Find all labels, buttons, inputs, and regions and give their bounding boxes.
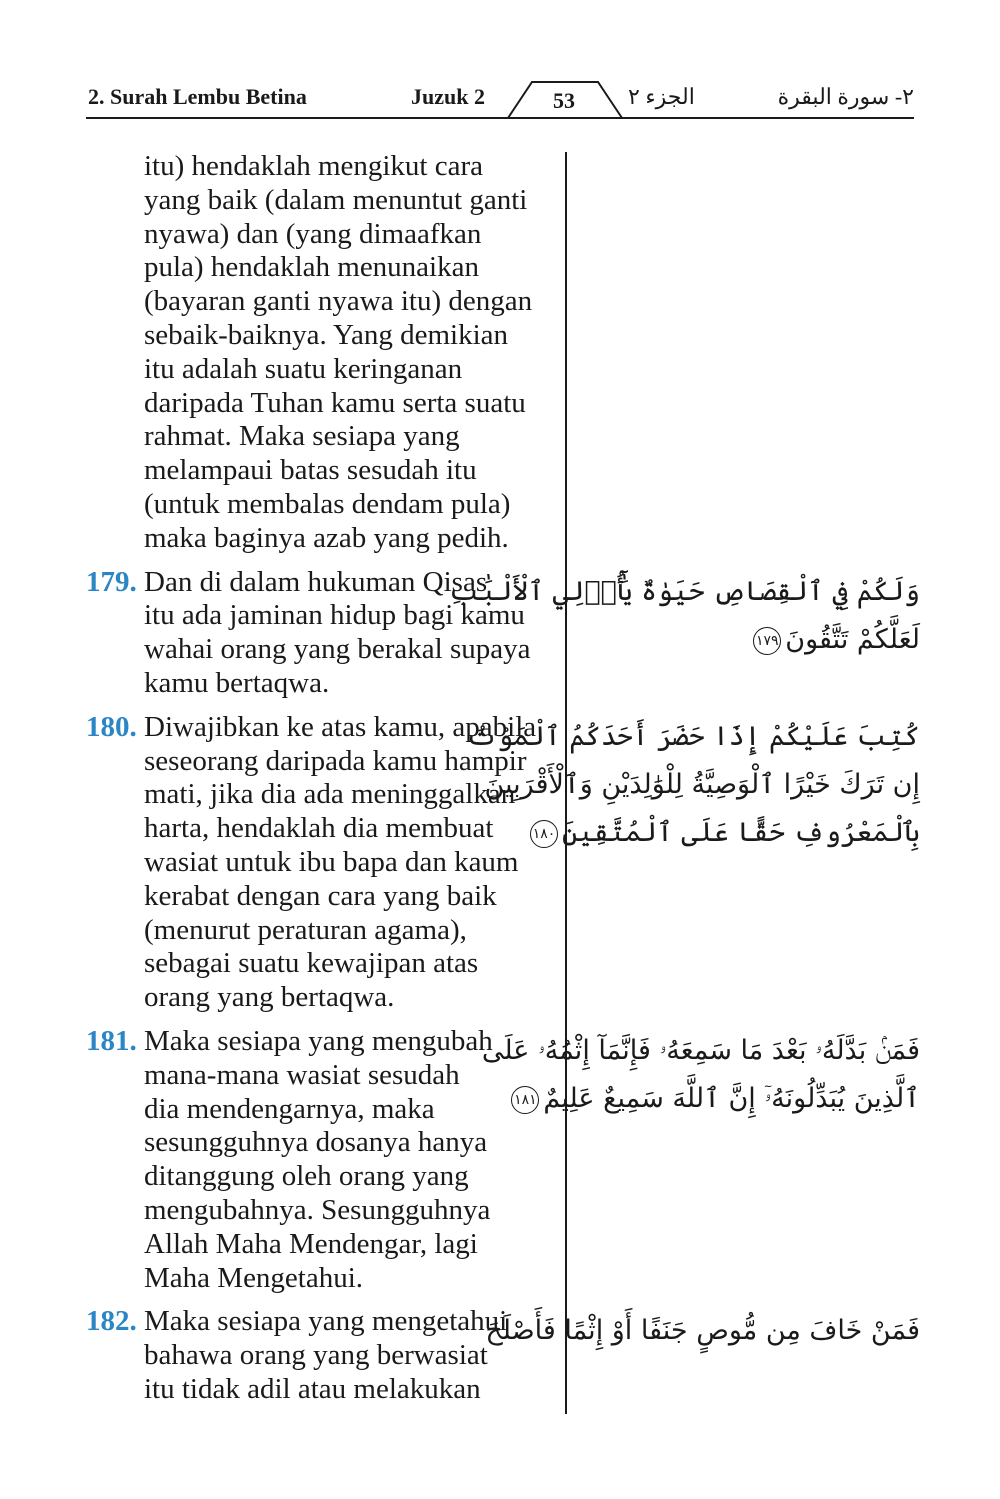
translation-text: sebaik-baiknya. Yang demikian (144, 318, 509, 351)
text-line (86, 150, 556, 184)
translation-text: pula) hendaklah menunaikan (144, 251, 479, 284)
header-rule (0, 0, 1000, 130)
arabic-line: فَمَنْ خَافَ مِن مُّوصٍ جَنَفًا أَوْ إِثْمًا فَأَصْلَحَ (485, 1315, 920, 1346)
translation-text: Dan di dalam hukuman Qisas (144, 565, 488, 598)
translation-text: Maka sesiapa yang mengetahui (144, 1305, 508, 1338)
text-line (86, 981, 556, 1015)
text-line (86, 1262, 556, 1296)
text-line (86, 488, 556, 522)
verse-number: 182. (86, 1305, 137, 1338)
header-surah-title: 2. Surah Lembu Betina (88, 84, 307, 109)
header-arabic-surah: ٢- سورة البقرة (777, 84, 914, 109)
text-line (86, 218, 556, 252)
translation-text: sesungguhnya dosanya hanya (144, 1126, 488, 1159)
arabic-line: إِن تَرَكَ خَيْرًا ٱلْوَصِيَّةُ لِلْوَٰلِدَيْنِ وَٱلْأَقْرَبِينَ (484, 769, 920, 800)
translation-text: yang baik (dalam menuntut ganti (144, 183, 528, 216)
text-line (86, 1194, 556, 1228)
text-line (86, 1160, 556, 1194)
ayah-end-marker-icon: ١٨٠ (530, 820, 558, 848)
translation-text: (bayaran ganti nyawa itu) dengan (144, 285, 533, 318)
text-line (86, 522, 556, 556)
text-line (86, 319, 556, 353)
arabic-line: لَعَلَّكُمْ تَتَّقُونَ١٧٩ (585, 616, 920, 664)
translation-text: sebagai suatu kewajipan atas (144, 947, 479, 980)
page-header (0, 0, 1000, 130)
translation-text: daripada Tuhan kamu serta suatu (144, 386, 526, 419)
text-line (86, 1093, 556, 1127)
arabic-line: كُتِبَ عَلَيْكُمْ إِذَا حَضَرَ أَحَدَكُمُ ٱلْمَوْتُ (465, 721, 920, 752)
text-line (86, 633, 556, 667)
arabic-verse-180 (465, 713, 920, 857)
text-line (86, 914, 556, 948)
text-line (86, 454, 556, 488)
text-line (86, 387, 556, 421)
translation-text: wasiat untuk ibu bapa dan kaum (144, 845, 519, 878)
translation-text: melampaui batas sesudah itu (144, 454, 477, 487)
translation-text: Maka sesiapa yang mengubah (144, 1024, 493, 1057)
arabic-line: بِٱلْمَعْرُوفِ حَقًّا عَلَى ٱلْمُتَّقِينَ١٨٠ (585, 809, 920, 857)
arabic-line: وَلَكُمْ فِي ٱلْقِصَاصِ حَيَوٰةٌ يَٰٓأُو۟لِي ٱلْأَلْبَٰبِ (449, 576, 920, 607)
verse-number: 180. (86, 710, 137, 743)
text-line (86, 420, 556, 454)
translation-text: itu tidak adil atau melakukan (144, 1372, 481, 1405)
translation-text: seseorang daripada kamu hampir (144, 744, 527, 777)
verse-number: 181. (86, 1024, 137, 1057)
translation-text: bahawa orang yang berwasiat (144, 1339, 488, 1372)
text-line (86, 846, 556, 880)
text-line (86, 667, 556, 701)
translation-text: harta, hendaklah dia membuat (144, 812, 494, 845)
translation-text: itu ada jaminan hidup bagi kamu (144, 599, 525, 632)
arabic-verse-179 (449, 568, 920, 664)
page-number: 53 (553, 88, 575, 113)
translation-text: itu adalah suatu keringanan (144, 352, 463, 385)
translation-text: Allah Maha Mendengar, lagi (144, 1227, 478, 1260)
arabic-line: فَمَنۢ بَدَّلَهُۥ بَعْدَ مَا سَمِعَهُۥ فَإِنَّمَآ إِثْمُهُۥ عَلَى (481, 1035, 920, 1066)
arabic-verse-181 (481, 1027, 920, 1123)
translation-text: kamu bertaqwa. (144, 666, 330, 699)
text-line (86, 812, 556, 846)
text-line (86, 947, 556, 981)
text-line (86, 251, 556, 285)
translation-text: kerabat dengan cara yang baik (144, 879, 497, 912)
translation-text: (menurut peraturan agama), (144, 913, 467, 946)
header-juzuk: Juzuk 2 (411, 84, 485, 109)
translation-text: mana-mana wasiat sesudah (144, 1058, 460, 1091)
continuation-paragraph (86, 150, 556, 556)
ayah-end-marker-icon: ١٨١ (511, 1086, 539, 1114)
text-line (86, 353, 556, 387)
translation-text: itu) hendaklah mengikut cara (144, 150, 484, 182)
translation-text: mati, jika dia ada meninggalkan (144, 778, 516, 811)
translation-text: mengubahnya. Sesungguhnya (144, 1193, 491, 1226)
arabic-line: ٱلَّذِينَ يُبَدِّلُونَهُۥٓ إِنَّ ٱللَّهَ سَمِيعٌ عَلِيمٌ١٨١ (585, 1075, 920, 1123)
text-line (86, 880, 556, 914)
translation-text: dia mendengarnya, maka (144, 1092, 435, 1125)
text-line (86, 184, 556, 218)
text-line (86, 285, 556, 319)
ayah-end-marker-icon: ١٧٩ (753, 627, 781, 655)
text-line (86, 1228, 556, 1262)
verse-number: 179. (86, 565, 137, 598)
arabic-verse-182 (485, 1307, 920, 1355)
translation-text: Maha Mengetahui. (144, 1261, 364, 1294)
text-line (86, 1373, 556, 1407)
translation-text: wahai orang yang berakal supaya (144, 633, 531, 666)
translation-text: rahmat. Maka sesiapa yang (144, 420, 460, 453)
translation-text: Diwajibkan ke atas kamu, apabila (144, 710, 537, 743)
translation-text: orang yang bertaqwa. (144, 981, 395, 1014)
translation-text: (untuk membalas dendam pula) (144, 487, 511, 520)
translation-text: ditanggung oleh orang yang (144, 1160, 469, 1193)
text-line (86, 1126, 556, 1160)
translation-text: nyawa) dan (yang dimaafkan (144, 217, 482, 250)
header-arabic-juz: الجزء ٢ (628, 84, 695, 109)
translation-text: maka baginya azab yang pedih. (144, 521, 509, 554)
